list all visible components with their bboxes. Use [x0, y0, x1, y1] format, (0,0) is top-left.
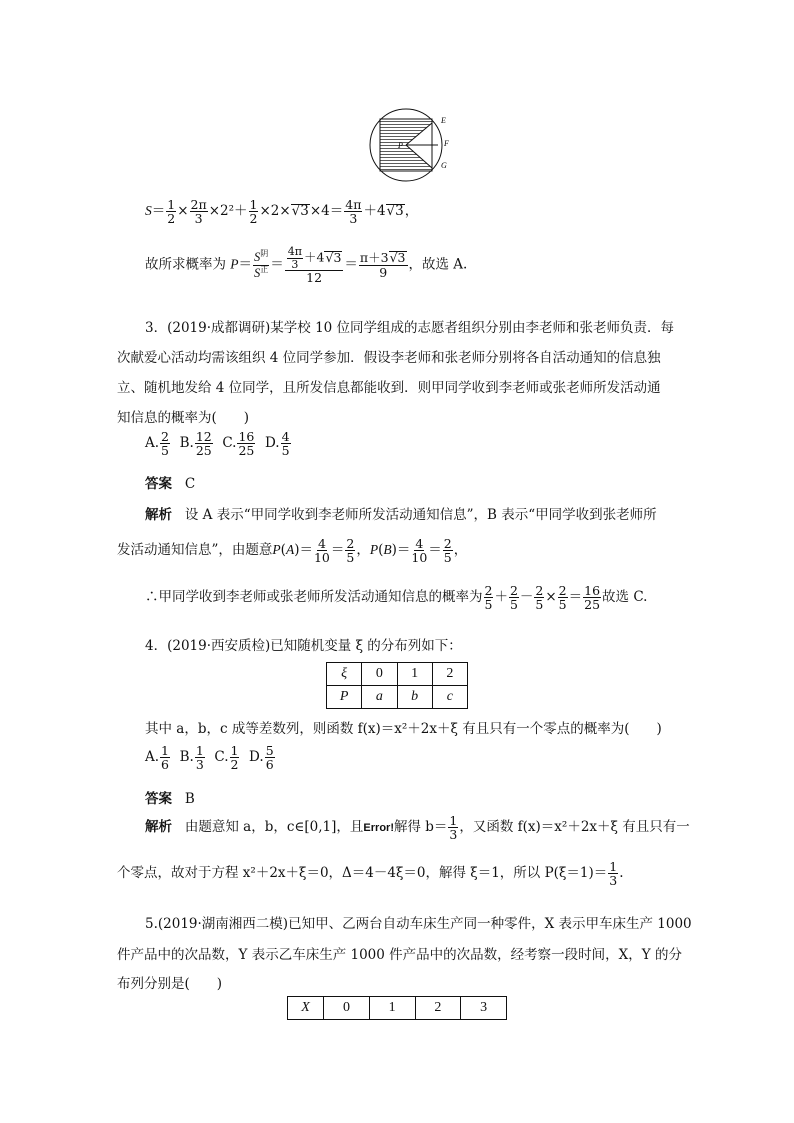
- q3-option-b: B. $\frac{12}{25}$: [179, 429, 212, 459]
- q3-line4: 知信息的概率为( ): [117, 410, 250, 426]
- q3-option-a: A. $\frac{2}{5}$: [145, 429, 169, 459]
- q3-analysis-line1: 解析 设 A 表示“甲同学收到李老师所发活动通知信息”，B 表示“甲同学收到张老师所: [145, 507, 657, 523]
- q4-options: [145, 744, 276, 771]
- q3-line1: 3．(2019·成都调研)某学校 10 位同学组成的志愿者组织分别由李老师和张老师负责．每: [145, 320, 675, 336]
- geometry-figure: [368, 108, 458, 184]
- probability-formula: 故所求概率为 P＝ $\frac{S^阴}{S^正}$ ＝ $\frac{4\pi}{3}$ ＋4√3 12 ＝ $\frac{\pi+3√3}{9}$ ，故选 A.: [145, 245, 468, 286]
- table-cell: 1: [397, 663, 432, 686]
- q4-option-c: C. $\frac{1}{2}$: [214, 743, 239, 773]
- q3-analysis-line3: ∴甲同学收到李老师或张老师所发活动通知信息的概率为 $\frac{2}{5}$ ＋ $\frac{2}{5}$ － $\frac{2}{5}$ × $\frac{2}{5}$ ＝ $\frac{16}{25}$ 故选 C.: [145, 583, 648, 613]
- q3-answer: 答案 C: [145, 476, 196, 492]
- label-P: P: [398, 141, 403, 150]
- q3-option-c: C. $\frac{16}{25}$: [222, 429, 255, 459]
- q3-line2: 次献爱心活动均需该组织 4 位同学参加．假设李老师和张老师分别将各自活动通知的信息独: [117, 350, 661, 366]
- table-cell: 3: [461, 997, 507, 1020]
- q4-line1: 4．(2019·西安质检)已知随机变量 ξ 的分布列如下：: [145, 638, 462, 654]
- table-cell: a: [362, 686, 397, 709]
- q3-options: [145, 430, 292, 457]
- q5-distribution-table: [287, 996, 507, 1020]
- table-cell: 2: [415, 997, 461, 1020]
- table-cell: X: [288, 997, 324, 1020]
- q5-line3: 布列分别是( ): [117, 976, 223, 992]
- table-cell: c: [432, 686, 467, 709]
- q4-line2: 其中 a，b，c 成等差数列，则函数 f(x)＝x²＋2x＋ξ 有且只有一个零点的概率为( ): [145, 721, 662, 737]
- table-cell: 1: [369, 997, 415, 1020]
- q5-line2: 件产品中的次品数，Y 表示乙车床生产 1000 件产品中的次品数，经考察一段时间，X，Y 的分: [117, 947, 682, 963]
- table-cell: 0: [324, 997, 370, 1020]
- q4-option-a: A. $\frac{1}{6}$: [145, 743, 169, 773]
- table-cell: 0: [362, 663, 397, 686]
- q3-option-d: D. $\frac{4}{5}$: [264, 429, 290, 459]
- table-cell: P: [327, 686, 362, 709]
- q4-analysis-line1: 解析 由题意知 a，b，c∈[0,1]，且Error!解得 b＝ $\frac{1}{3}$ ，又函数 f(x)＝x²＋2x＋ξ 有且只有一: [145, 813, 690, 843]
- q3-analysis-line2: 发活动通知信息”，由题意P(A)＝ $\frac{4}{10}$ ＝ $\frac{2}{5}$ ，P(B)＝ $\frac{4}{10}$ ＝ $\frac{2}{5}$ ，: [117, 536, 468, 566]
- q5-line1: 5.(2019·湖南湘西二模)已知甲、乙两台自动车床生产同一种零件，X 表示甲车床生产 1000: [145, 916, 692, 932]
- q4-answer: 答案 B: [145, 791, 195, 807]
- q4-distribution-table: [326, 662, 468, 709]
- label-G: G: [441, 161, 447, 170]
- q4-analysis-line2: 个零点，故对于方程 x²＋2x＋ξ＝0，Δ＝4－4ξ＝0，解得 ξ＝1，所以 P(ξ＝1)＝ $\frac{1}{3}$ .: [117, 859, 624, 889]
- label-F: F: [444, 139, 449, 148]
- table-cell: ξ: [327, 663, 362, 686]
- q4-option-b: B. $\frac{1}{3}$: [179, 743, 204, 773]
- table-cell: b: [397, 686, 432, 709]
- q3-line3: 立、随机地发给 4 位同学，且所发信息都能收到．则甲同学收到李老师或张老师所发活动通: [117, 380, 661, 396]
- label-E: E: [441, 116, 446, 125]
- area-formula: S＝ $\frac{1}{2}$ × $\frac{2\pi}{3}$ ×2²＋ $\frac{1}{2}$ ×2×√3×4＝ $\frac{4\pi}{3}$ ＋4√3，: [145, 197, 419, 227]
- table-cell: 2: [432, 663, 467, 686]
- q4-option-d: D. $\frac{5}{6}$: [249, 743, 274, 773]
